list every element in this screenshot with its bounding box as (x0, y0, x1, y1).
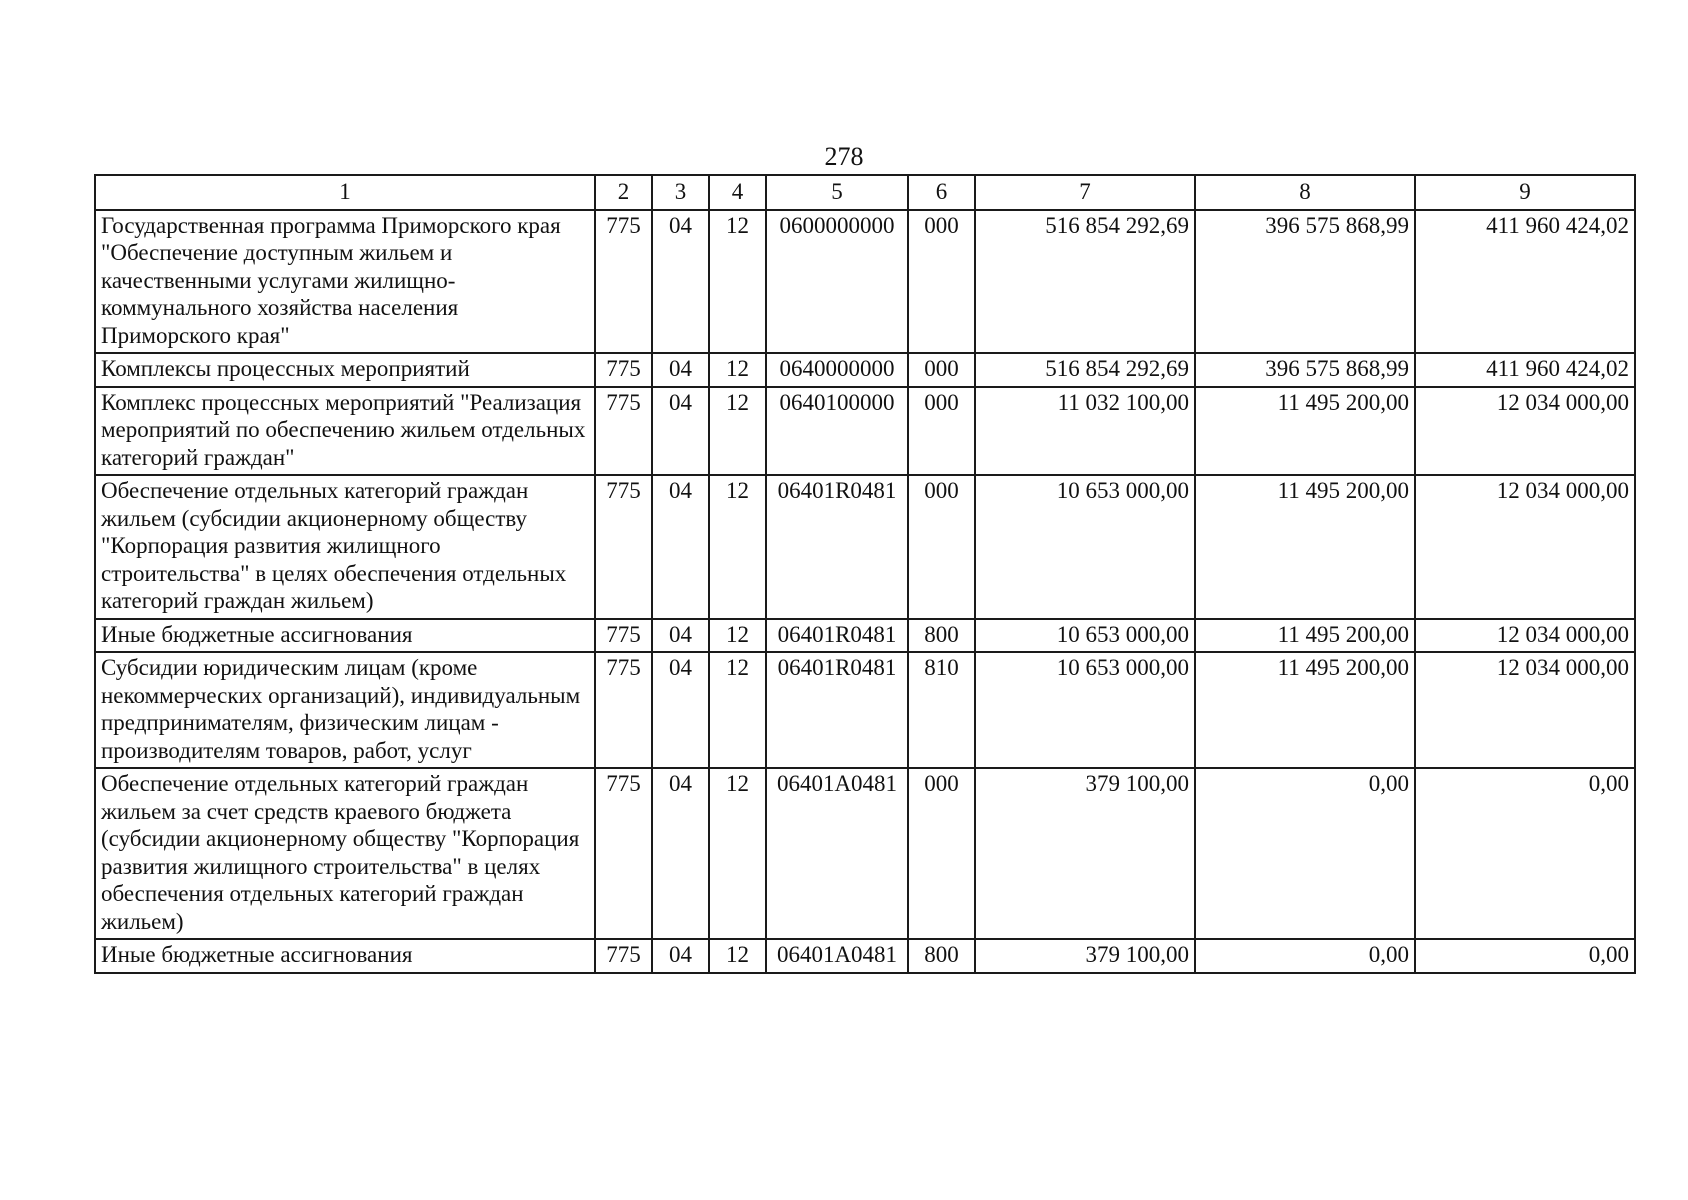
header-col-2: 2 (595, 175, 652, 210)
amount-col-7: 379 100,00 (975, 939, 1195, 973)
table-row (95, 210, 1635, 354)
ministry-code: 775 (595, 768, 652, 939)
amount-col-9: 12 034 000,00 (1415, 619, 1635, 653)
target-article-code: 0600000000 (766, 210, 908, 354)
ministry-code: 775 (595, 210, 652, 354)
item-name: Субсидии юридическим лицам (кроме некоммерческих организаций), индивидуальным предпринимателям, физическим лицам - производителям товаров, работ, услуг (95, 652, 595, 768)
item-name: Государственная программа Приморского края "Обеспечение доступным жильем и качественными услугами жилищно-коммунального хозяйства населения Приморского края" (95, 210, 595, 354)
table-row (95, 939, 1635, 973)
budget-table (94, 174, 1636, 974)
ministry-code: 775 (595, 652, 652, 768)
header-col-9: 9 (1415, 175, 1635, 210)
target-article-code: 06401R0481 (766, 619, 908, 653)
amount-col-7: 516 854 292,69 (975, 210, 1195, 354)
target-article-code: 0640000000 (766, 353, 908, 387)
ministry-code: 775 (595, 619, 652, 653)
expense-type-code: 000 (908, 387, 975, 476)
amount-col-8: 0,00 (1195, 939, 1415, 973)
section-code: 04 (652, 652, 709, 768)
table-body (95, 210, 1635, 973)
ministry-code: 775 (595, 939, 652, 973)
subsection-code: 12 (709, 619, 766, 653)
amount-col-7: 379 100,00 (975, 768, 1195, 939)
subsection-code: 12 (709, 387, 766, 476)
header-col-4: 4 (709, 175, 766, 210)
section-code: 04 (652, 353, 709, 387)
subsection-code: 12 (709, 768, 766, 939)
item-name: Обеспечение отдельных категорий граждан жильем за счет средств краевого бюджета (субсидии акционерному обществу "Корпорация развития жилищного строительства" в целях обеспечения отдельных категорий граждан жильем) (95, 768, 595, 939)
amount-col-9: 0,00 (1415, 768, 1635, 939)
table-row (95, 652, 1635, 768)
amount-col-8: 11 495 200,00 (1195, 475, 1415, 619)
subsection-code: 12 (709, 652, 766, 768)
header-col-3: 3 (652, 175, 709, 210)
amount-col-9: 12 034 000,00 (1415, 475, 1635, 619)
ministry-code: 775 (595, 353, 652, 387)
amount-col-9: 12 034 000,00 (1415, 387, 1635, 476)
target-article-code: 06401A0481 (766, 939, 908, 973)
table-row (95, 475, 1635, 619)
amount-col-8: 396 575 868,99 (1195, 353, 1415, 387)
amount-col-8: 0,00 (1195, 768, 1415, 939)
table-row (95, 387, 1635, 476)
section-code: 04 (652, 939, 709, 973)
section-code: 04 (652, 475, 709, 619)
subsection-code: 12 (709, 210, 766, 354)
amount-col-7: 10 653 000,00 (975, 475, 1195, 619)
header-col-8: 8 (1195, 175, 1415, 210)
section-code: 04 (652, 387, 709, 476)
amount-col-7: 11 032 100,00 (975, 387, 1195, 476)
item-name: Комплексы процессных мероприятий (95, 353, 595, 387)
amount-col-7: 516 854 292,69 (975, 353, 1195, 387)
section-code: 04 (652, 619, 709, 653)
header-row (95, 175, 1635, 210)
header-col-5: 5 (766, 175, 908, 210)
expense-type-code: 810 (908, 652, 975, 768)
table-row (95, 768, 1635, 939)
amount-col-9: 411 960 424,02 (1415, 353, 1635, 387)
header-col-1: 1 (95, 175, 595, 210)
item-name: Иные бюджетные ассигнования (95, 619, 595, 653)
subsection-code: 12 (709, 475, 766, 619)
table-row (95, 353, 1635, 387)
amount-col-8: 396 575 868,99 (1195, 210, 1415, 354)
table-header (95, 175, 1635, 210)
amount-col-8: 11 495 200,00 (1195, 652, 1415, 768)
page-number: 278 (824, 142, 864, 171)
expense-type-code: 800 (908, 619, 975, 653)
item-name: Иные бюджетные ассигнования (95, 939, 595, 973)
item-name: Комплекс процессных мероприятий "Реализация мероприятий по обеспечению жильем отдельных категорий граждан" (95, 387, 595, 476)
expense-type-code: 000 (908, 353, 975, 387)
expense-type-code: 000 (908, 210, 975, 354)
target-article-code: 06401A0481 (766, 768, 908, 939)
amount-col-9: 12 034 000,00 (1415, 652, 1635, 768)
target-article-code: 0640100000 (766, 387, 908, 476)
target-article-code: 06401R0481 (766, 475, 908, 619)
subsection-code: 12 (709, 939, 766, 973)
ministry-code: 775 (595, 387, 652, 476)
item-name: Обеспечение отдельных категорий граждан жильем (субсидии акционерному обществу "Корпорация развития жилищного строительства" в целях обеспечения отдельных категорий граждан жильем) (95, 475, 595, 619)
amount-col-9: 411 960 424,02 (1415, 210, 1635, 354)
expense-type-code: 000 (908, 475, 975, 619)
table-row (95, 619, 1635, 653)
section-code: 04 (652, 768, 709, 939)
header-col-6: 6 (908, 175, 975, 210)
amount-col-7: 10 653 000,00 (975, 619, 1195, 653)
amount-col-8: 11 495 200,00 (1195, 619, 1415, 653)
amount-col-9: 0,00 (1415, 939, 1635, 973)
header-col-7: 7 (975, 175, 1195, 210)
amount-col-8: 11 495 200,00 (1195, 387, 1415, 476)
ministry-code: 775 (595, 475, 652, 619)
amount-col-7: 10 653 000,00 (975, 652, 1195, 768)
expense-type-code: 800 (908, 939, 975, 973)
expense-type-code: 000 (908, 768, 975, 939)
subsection-code: 12 (709, 353, 766, 387)
target-article-code: 06401R0481 (766, 652, 908, 768)
section-code: 04 (652, 210, 709, 354)
